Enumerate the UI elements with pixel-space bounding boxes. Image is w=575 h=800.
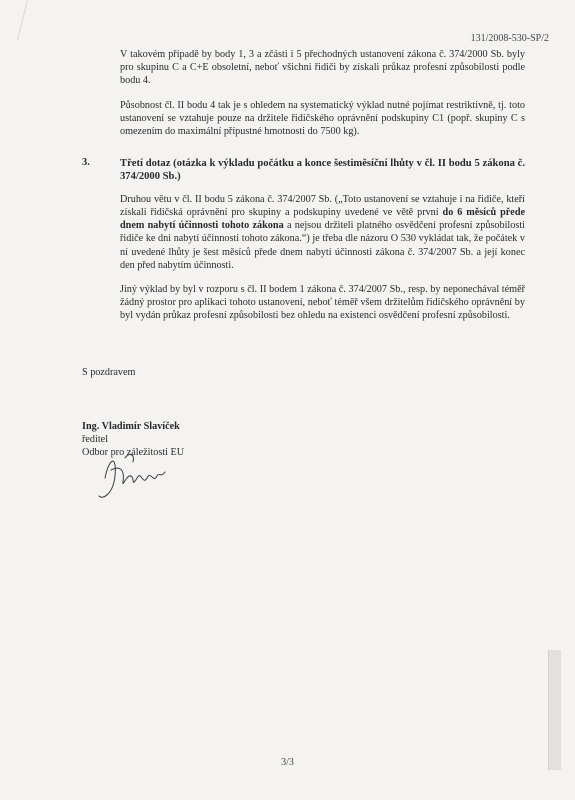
scan-edge-mark <box>548 650 561 770</box>
para1-part2: a nejsou držiteli platného osvědčení profesní způsobilosti řidiče ke dni nabytí účinnosti tohoto zákona.“) je třeba dle názoru O 530 vykládat tak, že počátek v ní uvedené lhůty je šest měsíců přede dnem nabytí účinnosti zákona č. 374/2007 Sb. a její konec den před nabytím účinnosti. <box>120 220 525 271</box>
signatory-department: Odbor pro záležitosti EU <box>82 447 185 458</box>
page-fold-shadow <box>1 0 28 40</box>
closing-salutation: S pozdravem <box>82 367 136 378</box>
section-paragraph-1 <box>120 193 525 272</box>
para1-bold: do 6 měsíců přede dnem nabytí účinnosti tohoto zákona <box>120 207 526 232</box>
intro-paragraph-2: Působnost čl. II bodu 4 tak je s ohledem na systematický výklad nutné pojímat restriktivně, tj. toto ustanovení se vztahuje pouze na držitele řidičského oprávnění podskupiny C1 (popř. skupiny C s omezením do maximální přípustné hmotnosti do 7500 kg). <box>120 99 525 138</box>
handwritten-signature <box>95 448 175 503</box>
signatory-name: Ing. Vladimír Slavíček <box>82 421 180 432</box>
section-3 <box>120 157 525 323</box>
intro-paragraph-1: V takovém případě by body 1, 3 a zčásti i 5 přechodných ustanovení zákona č. 374/2000 Sb. byly pro skupinu C a C+E obsoletní, neboť všichni řidiči by získali průkaz profesní způsobilosti podle bodu 4. <box>120 49 525 87</box>
page-number: 3/3 <box>281 757 294 768</box>
section-heading: Třetí dotaz (otázka k výkladu počátku a konce šestiměsíční lhůty v čl. II bodu 5 zákona č. 374/2000 Sb.) <box>120 158 525 183</box>
section-number: 3. <box>82 157 90 168</box>
section-paragraph-2: Jiný výklad by byl v rozporu s čl. II bodem 1 zákona č. 374/2007 Sb., resp. by neponechával téměř žádný prostor pro aplikaci tohoto ustanovení, neboť téměř všem držitelům řidičského oprávnění by byl vydán průkaz profesní způsobilosti bez ohledu na existenci osvědčení profesní způsobilosti. <box>120 284 525 322</box>
reference-number: 131/2008-530-SP/2 <box>470 33 549 44</box>
intro-text <box>120 48 525 138</box>
signatory-title: ředitel <box>82 434 109 445</box>
para1-part1: Druhou větu v čl. II bodu 5 zákona č. 374/2007 Sb. („Toto ustanovení se vztahuje i na řidiče, kteří získali řidičská oprávnění pro skupiny a podskupiny uvedené ve větě první <box>120 193 525 219</box>
